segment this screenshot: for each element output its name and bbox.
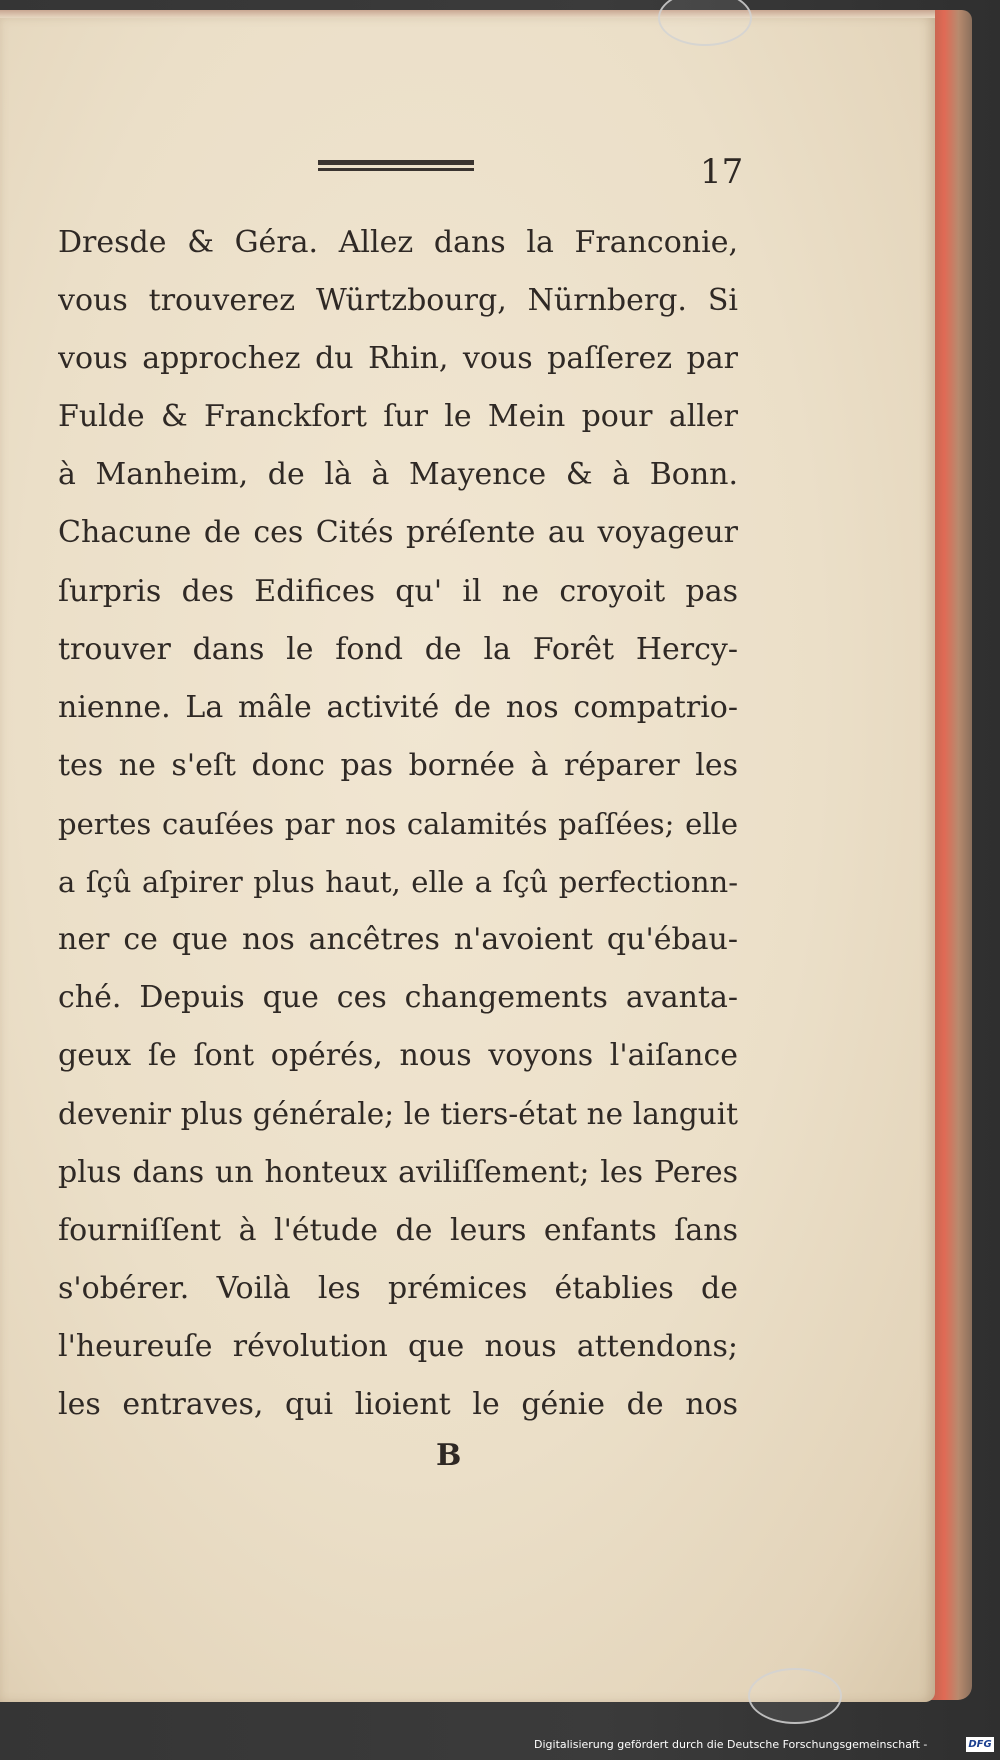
text-line: ſurpris des Edifices qu' il ne croyoit pas	[58, 573, 738, 609]
text-line: à Manheim, de là à Mayence & à Bonn.	[58, 457, 738, 493]
text-line: geux ſe ſont opérés, nous voyons l'aiſance	[58, 1038, 738, 1074]
text-line: tes ne s'eſt donc pas bornée à réparer les	[58, 747, 738, 783]
text-line: ché. Depuis que ces changements avanta-	[58, 980, 738, 1016]
text-line: trouver dans le fond de la Forêt Hercy-	[58, 631, 738, 667]
text-line: l'heureuſe révolution que nous attendons;	[58, 1328, 738, 1364]
text-line: Fulde & Franckfort ſur le Mein pour aller	[58, 399, 738, 435]
body-text	[58, 214, 738, 1434]
header-ornament-rule	[318, 160, 474, 174]
text-line: vous trouverez Würtzbourg, Nürnberg. Si	[58, 283, 738, 319]
text-line: ner ce que nos ancêtres n'avoient qu'ébau-	[58, 922, 738, 958]
dfg-logo: DFG	[966, 1737, 994, 1752]
digitization-credit: Digitalisierung gefördert durch die Deutsche Forschungsgemeinschaft -	[534, 1738, 928, 1751]
text-line: plus dans un honteux aviliſſement; les Peres	[58, 1154, 738, 1190]
text-line: devenir plus générale; le tiers-état ne languit	[58, 1097, 738, 1132]
clip-holder-bottom-icon	[748, 1668, 842, 1724]
page-top-edge	[0, 10, 935, 18]
text-line: Chacune de ces Cités préſente au voyageur	[58, 515, 738, 551]
header-rule-thin	[318, 168, 474, 171]
text-line: nienne. La mâle activité de nos compatrio-	[58, 689, 738, 725]
text-line: vous approchez du Rhin, vous paſſerez par	[58, 341, 738, 377]
page-number: 17	[700, 152, 744, 192]
header-rule-thick	[318, 160, 474, 165]
text-line: fourniſſent à l'étude de leurs enfants ſans	[58, 1212, 738, 1248]
text-line: les entraves, qui lioient le génie de nos	[58, 1386, 738, 1422]
text-line: Dresde & Géra. Allez dans la Franconie,	[58, 225, 738, 260]
text-line: s'obérer. Voilà les prémices établies de	[58, 1270, 738, 1306]
signature-mark: B	[436, 1438, 462, 1473]
text-line: a ſçû aſpirer plus haut, elle a ſçû perfectionn-	[58, 865, 738, 900]
text-line: pertes cauſées par nos calamités paſſées; elle	[58, 806, 738, 841]
